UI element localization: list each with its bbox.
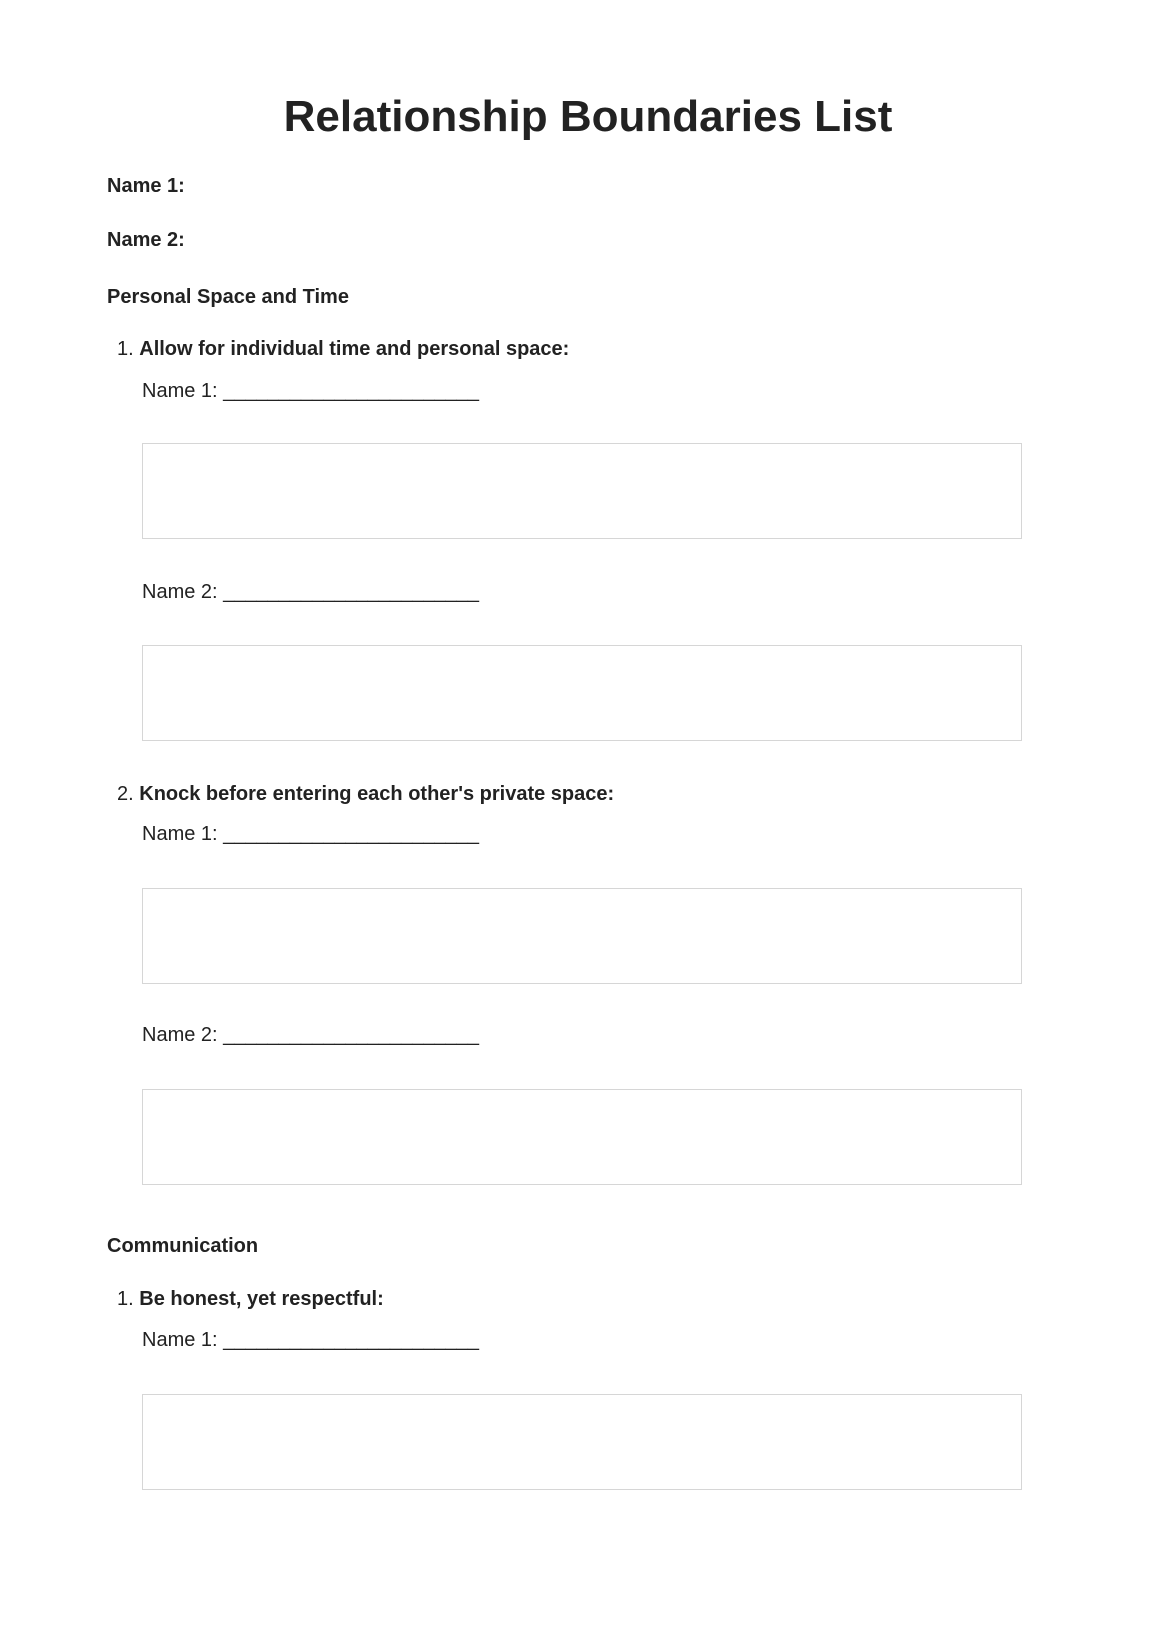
response-textbox[interactable] [142,1089,1022,1185]
response-textbox[interactable] [142,888,1022,984]
name2-line: Name 2: _______________________ [142,581,479,603]
name1-line: Name 1: _______________________ [142,1329,479,1351]
list-item: 2. Knock before entering each other's private space: [117,783,615,805]
section-heading: Communication [107,1235,259,1257]
page-title: Relationship Boundaries List [283,92,893,141]
section-heading: Personal Space and Time [107,286,349,308]
name2-label: Name 2: [107,229,185,251]
name1-line: Name 1: _______________________ [142,380,479,402]
name1-label: Name 1: [107,175,185,197]
list-item: 1. Allow for individual time and personal space: [117,338,570,360]
response-textbox[interactable] [142,645,1022,741]
response-textbox[interactable] [142,1394,1022,1490]
name2-line: Name 2: _______________________ [142,1024,479,1046]
list-item: 1. Be honest, yet respectful: [117,1288,384,1310]
name1-line: Name 1: _______________________ [142,823,479,845]
response-textbox[interactable] [142,443,1022,539]
